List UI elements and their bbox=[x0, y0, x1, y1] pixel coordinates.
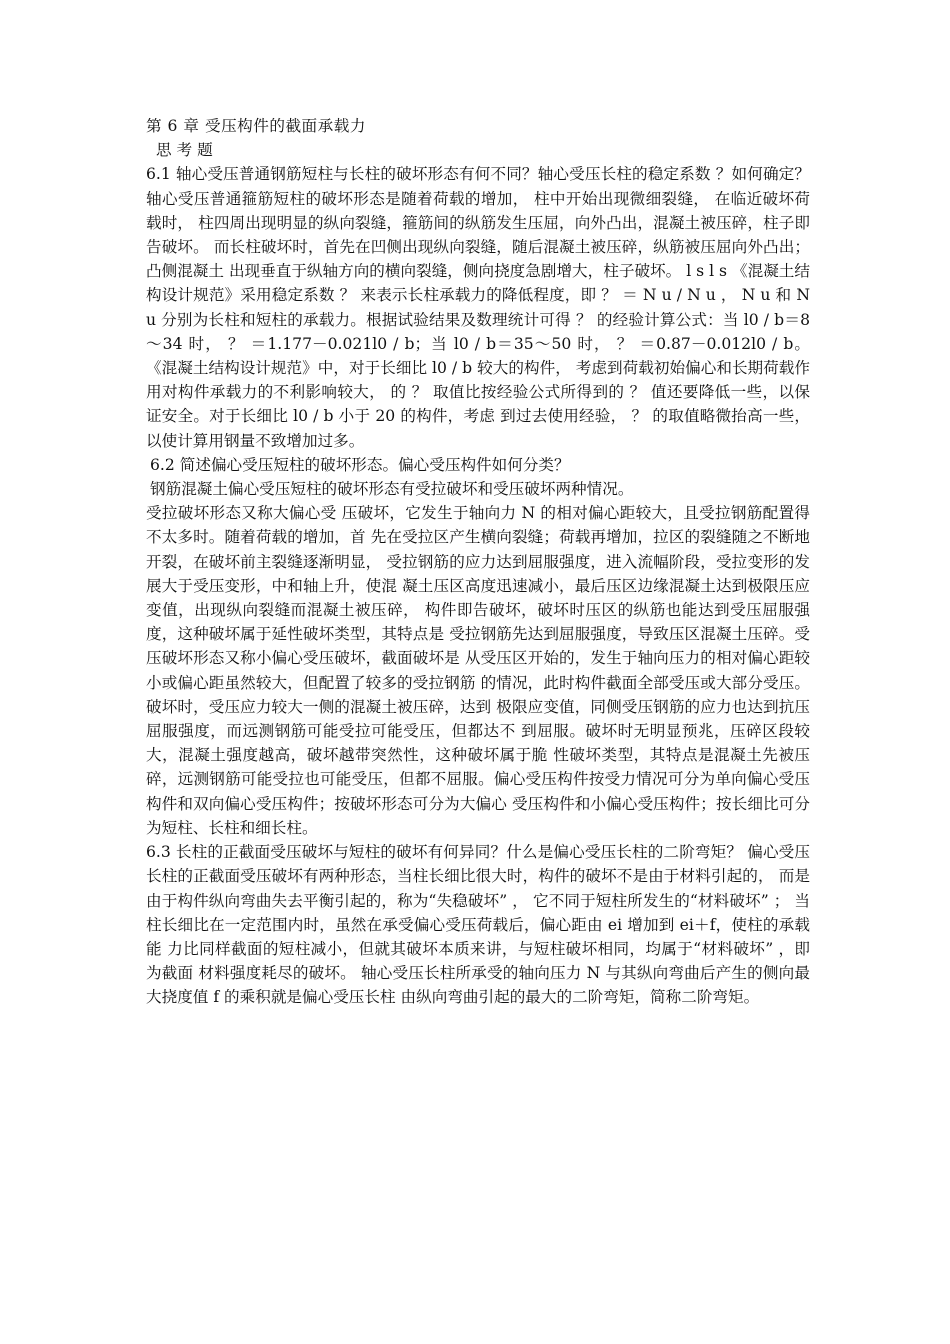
question-6-3: 6.3 长柱的正截面受压破坏与短柱的破坏有何异同？什么是偏心受压长柱的二阶弯矩？ 偏心受压长柱的正截面受压破坏有两种形态，当柱长细比很大时，构件的破坏不是由于材料引起的， 而是由于构件纵向弯曲失去平衡引起的，称为“失稳破坏” ， 它不同于短柱所发生的“材料破坏” ； 当柱长细比在一定范围内时，虽然在承受偏心受压荷载后，偏心距由 ei 增加到 ei＋f，使柱的承载能 力比同样截面的短柱减小，但就其破坏本质来讲，与短柱破坏相同，均属于“材料破坏” ，即为截面 材料强度耗尽的破坏。 轴心受压长柱所承受的轴向压力 N 与其纵向弯曲后产生的侧向最大挠度值 f 的乘积就是偏心受压长柱 由纵向弯曲引起的最大的二阶弯矩，简称二阶弯矩。 bbox=[146, 843, 810, 1007]
question-6-2: 6.2 简述偏心受压短柱的破坏形态。偏心受压构件如何分类？ bbox=[150, 455, 570, 474]
document-page bbox=[146, 114, 810, 1010]
answer-6-2-intro: 钢筋混凝土偏心受压短柱的破坏形态有受拉破坏和受压破坏两种情况。 bbox=[150, 480, 634, 499]
question-6-1: 6.1 轴心受压普通钢筋短柱与长柱的破坏形态有何不同？轴心受压长柱的稳定系数 ？如何确定？ 轴心受压普通箍筋短柱的破坏形态是随着荷载的增加， 柱中开始出现微细裂缝， 在临近破坏荷载时， 柱四周出现明显的纵向裂缝，箍筋间的纵筋发生压屈，向外凸出，混凝土被压碎，柱子即告破坏。 而长柱破坏时，首先在凹侧出现纵向裂缝，随后混凝土被压碎，纵筋被压屈向外凸出；凸侧混凝土 出现垂直于纵轴方向的横向裂缝，侧向挠度急剧增大，柱子破坏。 l s l s 《混凝土结构设计规范》采用稳定系数 ？ 来表示长柱承载力的降低程度，即 ？ ＝ N u / N u ， N u 和 N u 分别为长柱和短柱的承载力。根据试验结果及数理统计可得 ？ 的经验计算公式：当 l0 / b＝8～34 时， ？ ＝1.177－0.021l0 / b；当 l0 / b＝35～50 时， ？ ＝0.87－0.012l0 / b。 《混凝土结构设计规范》中，对于长细比 l0 / b 较大的构件， 考虑到荷载初始偏心和长期荷载作用对构件承载力的不利影响较大， 的 ？ 取值比按经验公式所得到的 ？ 值还要降低一些，以保证安全。对于长细比 l0 / b 小于 20 的构件，考虑 到过去使用经验， ？ 的取值略微抬高一些，以使计算用钢量不致增加过多。 bbox=[146, 165, 810, 450]
chapter-title: 第 6 章 受压构件的截面承载力 bbox=[146, 117, 366, 135]
answer-6-2-body: 受拉破坏形态又称大偏心受 压破坏，它发生于轴向力 N 的相对偏心距较大，且受拉钢筋配置得不太多时。随着荷载的增加，首 先在受拉区产生横向裂缝；荷载再增加，拉区的裂缝随之不断地开裂，在破坏前主裂缝逐渐明显， 受拉钢筋的应力达到屈服强度，进入流幅阶段，受拉变形的发展大于受压变形，中和轴上升，使混 凝土压区高度迅速减小，最后压区边缘混凝土达到极限压应变值，出现纵向裂缝而混凝土被压碎， 构件即告破坏，破坏时压区的纵筋也能达到受压屈服强度，这种破坏属于延性破坏类型，其特点是 受拉钢筋先达到屈服强度，导致压区混凝土压碎。受压破坏形态又称小偏心受压破坏，截面破坏是 从受压区开始的，发生于轴向压力的相对偏心距较小或偏心距虽然较大，但配置了较多的受拉钢筋 的情况，此时构件截面全部受压或大部分受压。破坏时，受压应力较大一侧的混凝土被压碎，达到 极限应变值，同侧受压钢筋的应力也达到抗压屈服强度，而远测钢筋可能受拉可能受压，但都达不 到屈服。破坏时无明显预兆，压碎区段较大，混凝土强度越高，破坏越带突然性，这种破坏属于脆 性破坏类型，其特点是混凝土先被压碎，远测钢筋可能受拉也可能受压，但都不屈服。偏心受压构件按受力情况可分为单向偏心受压构件和双向偏心受压构件；按破坏形态可分为大偏心 受压构件和小偏心受压构件；按长细比可分为短柱、长柱和细长柱。 bbox=[146, 504, 810, 837]
section-heading: 思 考 题 bbox=[156, 141, 213, 160]
